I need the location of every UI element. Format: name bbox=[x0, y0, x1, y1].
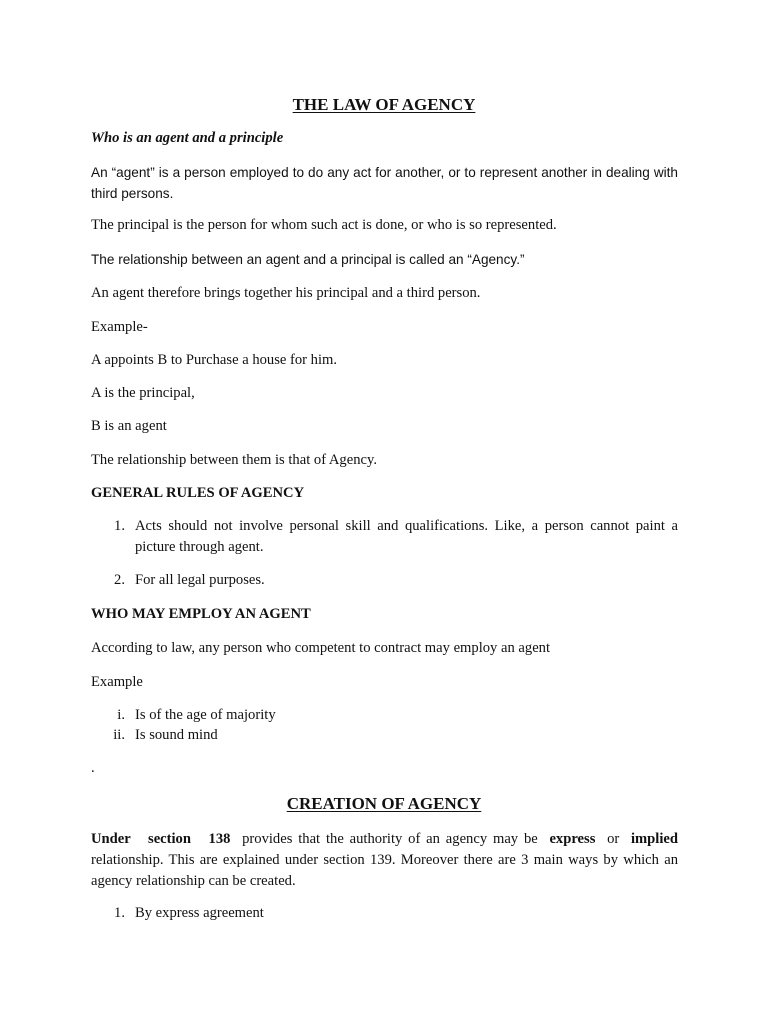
example-line: A is the principal, bbox=[91, 385, 195, 401]
paragraph-agent-definition: An “agent” is a person employed to do any act for another, or to represent another in dealing with third persons. bbox=[91, 165, 678, 201]
paragraph-text: relationship. This are explained under section 139. Moreover there are 3 main ways by which an agency relationship can be created. bbox=[91, 852, 678, 889]
example-line: B is an agent bbox=[91, 418, 167, 434]
paragraph-brings-together: An agent therefore brings together his principal and a third person. bbox=[91, 285, 481, 301]
list-marker: ii. bbox=[113, 727, 125, 743]
subheading-who-is-agent: Who is an agent and a principle bbox=[91, 130, 284, 146]
example-line: A appoints B to Purchase a house for him. bbox=[91, 352, 338, 368]
term-express: express bbox=[549, 831, 596, 847]
example-label: Example- bbox=[91, 319, 148, 335]
list-marker: i. bbox=[117, 707, 125, 723]
list-item-text: Is sound mind bbox=[135, 727, 218, 743]
example-line: The relationship between them is that of Agency. bbox=[91, 452, 377, 468]
list-marker: 1. bbox=[114, 905, 125, 921]
stray-period: . bbox=[91, 760, 95, 776]
paragraph-text: or bbox=[595, 831, 631, 847]
heading-who-may-employ: WHO MAY EMPLOY AN AGENT bbox=[91, 606, 311, 622]
paragraph-according-to-law: According to law, any person who competent to contract may employ an agent bbox=[91, 640, 551, 656]
term-implied: implied bbox=[630, 831, 678, 847]
list-item-text: By express agreement bbox=[135, 905, 264, 921]
list-marker: 1. bbox=[114, 518, 125, 534]
section-reference: Under section 138 bbox=[91, 831, 231, 847]
list-item-text: Acts should not involve personal skill and qualifications. Like, a person cannot paint a picture through agent. bbox=[135, 518, 678, 555]
paragraph-creation bbox=[91, 829, 678, 892]
paragraph-principal: The principal is the person for whom such act is done, or who is so represented. bbox=[91, 217, 557, 233]
list-item-text: For all legal purposes. bbox=[135, 572, 265, 588]
example-label: Example bbox=[91, 674, 143, 690]
paragraph-relationship: The relationship between an agent and a principal is called an “Agency.” bbox=[91, 252, 525, 267]
section-title-creation: CREATION OF AGENCY bbox=[286, 794, 482, 813]
heading-general-rules: GENERAL RULES OF AGENCY bbox=[91, 485, 305, 501]
list-marker: 2. bbox=[114, 572, 125, 588]
paragraph-text: provides that the authority of an agency may be bbox=[230, 831, 550, 847]
document-title: THE LAW OF AGENCY bbox=[292, 95, 476, 114]
list-item-text: Is of the age of majority bbox=[135, 707, 276, 723]
